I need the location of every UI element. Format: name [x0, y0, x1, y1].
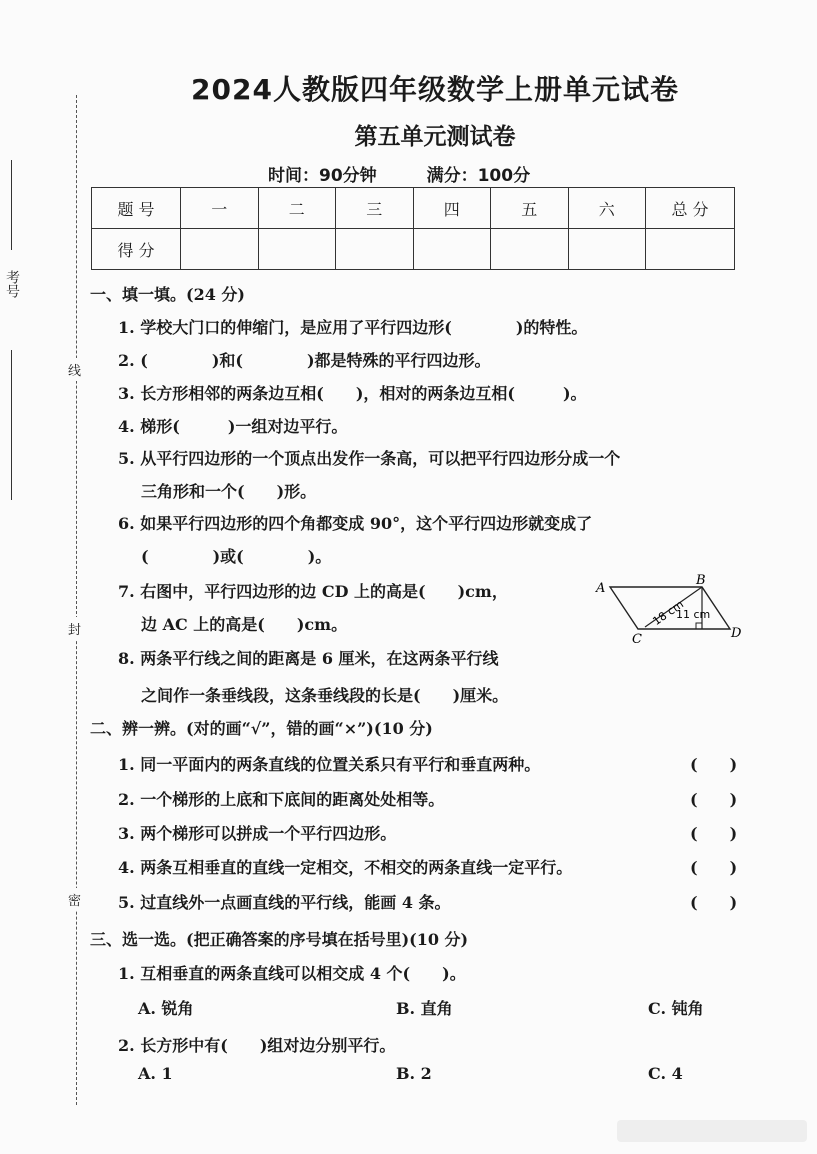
- s3-q1-option-b[interactable]: B. 直角: [396, 999, 453, 1018]
- s2-answer-5[interactable]: ( ): [690, 893, 738, 912]
- section1-heading: 一、填一填。(24 分): [90, 285, 245, 304]
- score-table-header-row: [92, 188, 735, 229]
- score-input-cell[interactable]: [181, 229, 259, 270]
- s2-answer-2[interactable]: ( ): [690, 790, 738, 809]
- length-11-label: 11 cm: [676, 608, 711, 621]
- s3-question-1: 1. 互相垂直的两条直线可以相交成 4 个( )。: [118, 964, 466, 983]
- exam-meta: [268, 161, 574, 186]
- score-input-cell[interactable]: [646, 229, 735, 270]
- page-title: 2024人教版四年级数学上册单元试卷: [191, 73, 679, 106]
- s3-q2-option-b[interactable]: B. 2: [396, 1064, 432, 1083]
- s3-question-2: 2. 长方形中有( )组对边分别平行。: [118, 1036, 396, 1055]
- exam-number-blank: [11, 160, 12, 250]
- vertex-c-label: C: [632, 632, 642, 647]
- section3-heading: 三、选一选。(把正确答案的序号填在括号里)(10 分): [90, 930, 469, 949]
- vertex-d-label: D: [731, 626, 742, 641]
- binding-char-feng: 封: [68, 617, 81, 640]
- s1-question-8b: 之间作一条垂线段，这条垂线段的长是( )厘米。: [141, 686, 509, 705]
- length-18-label: 18 cm: [650, 597, 686, 628]
- score-header-cell: 六: [568, 188, 646, 229]
- score-input-cell[interactable]: [336, 229, 414, 270]
- s1-question-2: 2. ( )和( )都是特殊的平行四边形。: [118, 351, 491, 370]
- right-angle-mark: [696, 623, 702, 629]
- parallelogram-figure: [590, 572, 755, 652]
- score-header-cell: 三: [336, 188, 414, 229]
- score-input-cell[interactable]: [258, 229, 336, 270]
- s1-question-8a: 8. 两条平行线之间的距离是 6 厘米，在这两条平行线: [118, 649, 499, 668]
- score-table: [91, 187, 735, 270]
- s3-q2-option-c[interactable]: C. 4: [648, 1064, 683, 1083]
- exam-number-label: 考号: [4, 270, 20, 298]
- s1-question-6b: ( )或( )。: [141, 547, 332, 566]
- section2-heading: 二、辨一辨。(对的画“√”，错的画“×”)(10 分): [90, 719, 433, 738]
- s1-question-5a: 5. 从平行四边形的一个顶点出发作一条高，可以把平行四边形分成一个: [118, 449, 621, 468]
- s1-question-7b: 边 AC 上的高是( )cm。: [141, 615, 348, 634]
- s1-question-7a: 7. 右图中，平行四边形的边 CD 上的高是( )cm，: [118, 582, 508, 601]
- s3-q1-option-c[interactable]: C. 钝角: [648, 999, 704, 1018]
- binding-char-xian: 线: [68, 358, 81, 381]
- score-header-cell: 四: [413, 188, 491, 229]
- binding-strip: [0, 0, 90, 1154]
- s1-question-5b: 三角形和一个( )形。: [141, 482, 317, 501]
- s2-item-2: 2. 一个梯形的上底和下底间的距离处处相等。: [118, 790, 445, 809]
- score-input-cell[interactable]: [568, 229, 646, 270]
- s3-q2-option-a[interactable]: A. 1: [138, 1064, 173, 1083]
- score-header-cell: 题 号: [92, 188, 181, 229]
- watermark-bar: [617, 1120, 807, 1142]
- exam-time: 时间：90分钟: [268, 166, 377, 186]
- score-table-score-row: [92, 229, 735, 270]
- score-input-cell[interactable]: [413, 229, 491, 270]
- s2-answer-4[interactable]: ( ): [690, 858, 738, 877]
- score-header-cell: 一: [181, 188, 259, 229]
- s3-q1-option-a[interactable]: A. 锐角: [138, 999, 194, 1018]
- s2-item-1: 1. 同一平面内的两条直线的位置关系只有平行和垂直两种。: [118, 755, 541, 774]
- score-input-cell[interactable]: [491, 229, 569, 270]
- s1-question-1: 1. 学校大门口的伸缩门，是应用了平行四边形( )的特性。: [118, 318, 588, 337]
- s2-answer-3[interactable]: ( ): [690, 824, 738, 843]
- s2-item-3: 3. 两个梯形可以拼成一个平行四边形。: [118, 824, 397, 843]
- binding-char-mi: 密: [68, 888, 81, 911]
- s1-question-6a: 6. 如果平行四边形的四个角都变成 90°，这个平行四边形就变成了: [118, 514, 593, 533]
- exam-full-score: 满分：100分: [426, 166, 531, 186]
- score-header-cell: 五: [491, 188, 569, 229]
- s2-answer-1[interactable]: ( ): [690, 755, 738, 774]
- score-header-cell: 二: [258, 188, 336, 229]
- s2-item-5: 5. 过直线外一点画直线的平行线，能画 4 条。: [118, 893, 451, 912]
- s2-item-4: 4. 两条互相垂直的直线一定相交，不相交的两条直线一定平行。: [118, 858, 573, 877]
- vertex-a-label: A: [596, 581, 606, 596]
- score-row-label: 得 分: [92, 229, 181, 270]
- binding-dashed-line: [76, 95, 77, 1105]
- vertex-b-label: B: [696, 573, 706, 588]
- page-subtitle: 第五单元测试卷: [354, 124, 516, 150]
- s1-question-4: 4. 梯形( )一组对边平行。: [118, 417, 348, 436]
- name-blank: [11, 350, 12, 500]
- s1-question-3: 3. 长方形相邻的两条边互相( )，相对的两条边互相( )。: [118, 384, 587, 403]
- score-header-cell: 总 分: [646, 188, 735, 229]
